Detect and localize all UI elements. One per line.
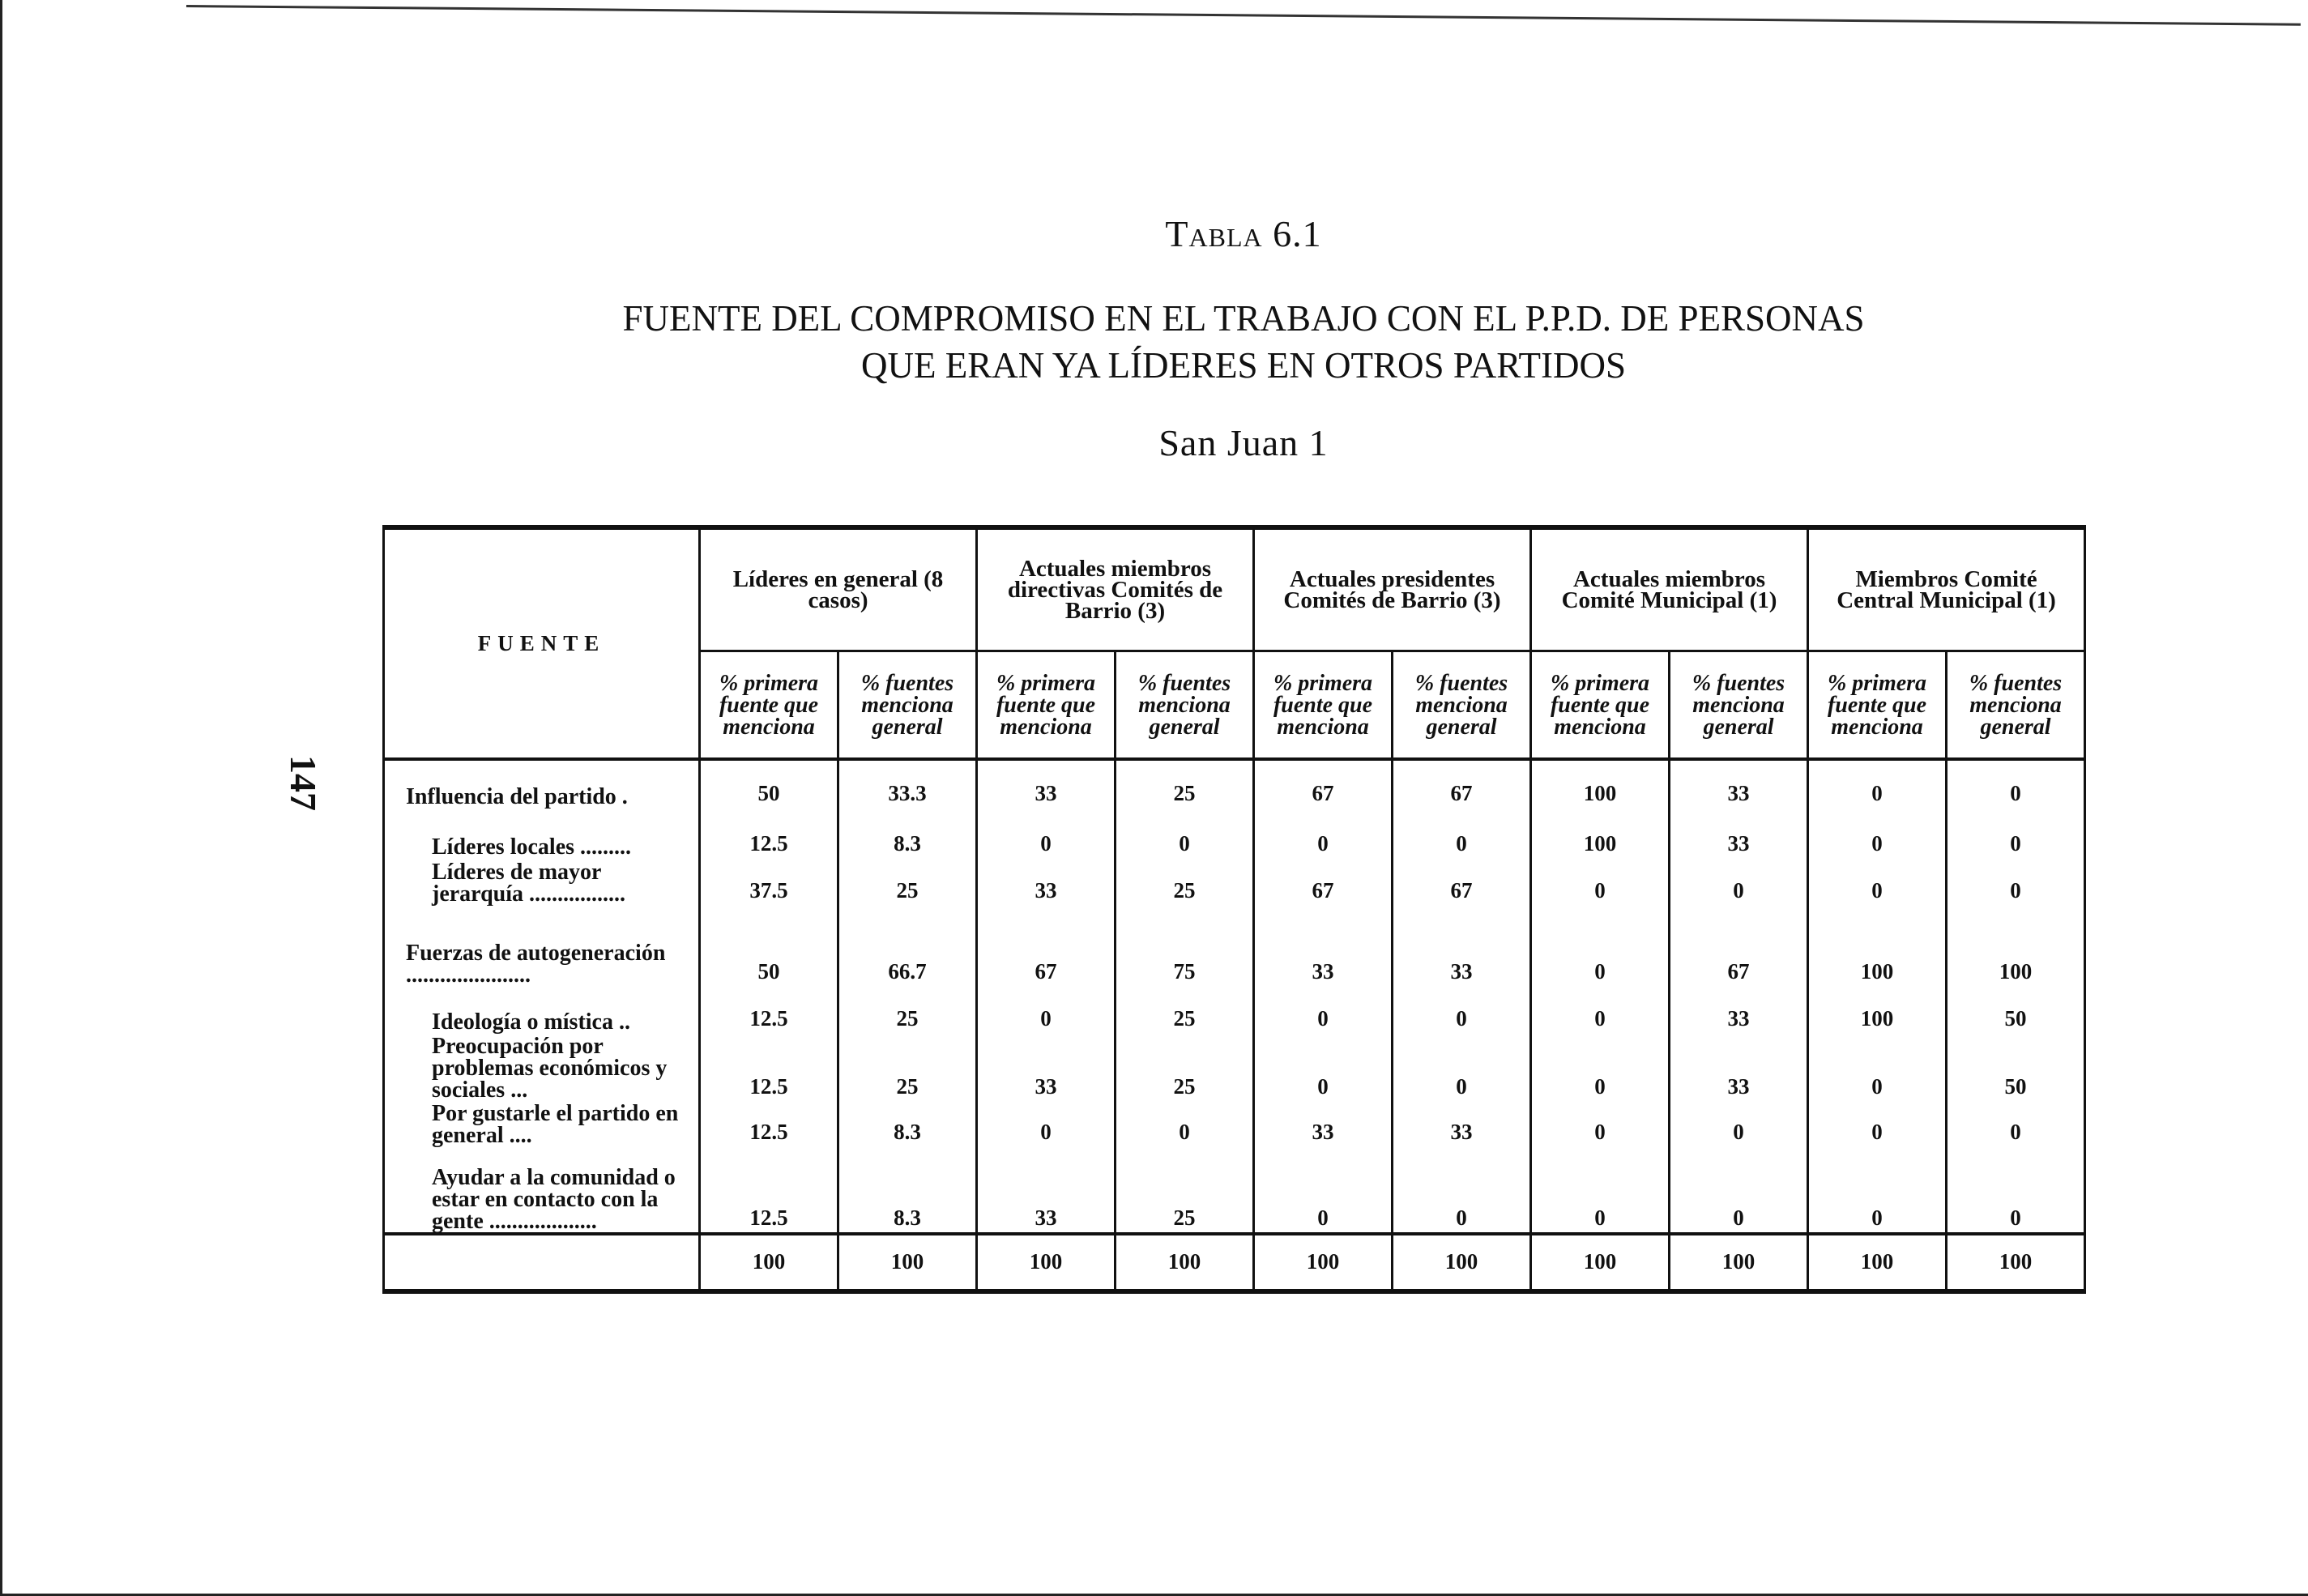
cell-value: 33 (1670, 986, 1808, 1033)
cell-value: 0 (1254, 1033, 1393, 1101)
title-line-1: FUENTE DEL COMPROMISO EN EL TRABAJO CON EL P.P.D. DE PERSONAS (622, 298, 1865, 339)
table-subtitle: San Juan 1 (1158, 422, 1329, 463)
cell-value: 0 (1808, 858, 1947, 905)
cell-value: 12.5 (700, 1101, 838, 1146)
totals-row (384, 1234, 2085, 1291)
total-value: 100 (700, 1234, 838, 1291)
cell-value: 25 (1116, 1033, 1254, 1101)
cell-value: 25 (838, 1033, 977, 1101)
sub-header-fuentes: % fuentes menciona general (1947, 651, 2085, 760)
fuente-header: FUENTE (384, 527, 700, 759)
cell-value: 33 (977, 858, 1116, 905)
cell-value: 0 (1531, 1033, 1670, 1101)
cell-value: 33 (1670, 779, 1808, 808)
cell-value: 33 (977, 1146, 1116, 1234)
group-header: Líderes en general (8 casos) (700, 527, 977, 651)
cell-value: 50 (1947, 1033, 2085, 1101)
total-value: 100 (1116, 1234, 1254, 1291)
cell-value: 100 (1531, 779, 1670, 808)
row-label: Líderes de mayor jerarquía ................. (384, 858, 700, 905)
table-row (384, 808, 2085, 858)
table-row (384, 986, 2085, 1033)
cell-value: 8.3 (838, 808, 977, 858)
table-title (0, 295, 2308, 389)
cell-value: 100 (1531, 808, 1670, 858)
cell-value: 33 (977, 779, 1116, 808)
cell-value: 100 (1808, 986, 1947, 1033)
cell-value: 33 (1670, 1033, 1808, 1101)
total-value: 100 (1254, 1234, 1393, 1291)
row-label: Preocupación por problemas económicos y sociales ... (384, 1033, 700, 1101)
total-value: 100 (1393, 1234, 1531, 1291)
cell-value: 100 (1808, 905, 1947, 986)
cell-value: 0 (1808, 779, 1947, 808)
cell-value: 8.3 (838, 1146, 977, 1234)
cell-value: 0 (1531, 858, 1670, 905)
table-row (384, 1101, 2085, 1146)
table-label: Tabla 6.1 (1165, 213, 1322, 254)
sub-header-primera: % primera fuente que menciona (1254, 651, 1393, 760)
cell-value: 33 (1393, 905, 1531, 986)
row-label: Influencia del partido . (384, 779, 700, 808)
cell-value: 0 (1947, 779, 2085, 808)
cell-value: 33 (1254, 905, 1393, 986)
cell-value: 0 (1531, 1101, 1670, 1146)
page-number: 147 (283, 755, 324, 811)
data-table (382, 525, 2086, 1294)
cell-value: 0 (1947, 808, 2085, 858)
total-value: 100 (1531, 1234, 1670, 1291)
cell-value: 8.3 (838, 1101, 977, 1146)
sub-header-fuentes: % fuentes menciona general (1670, 651, 1808, 760)
sub-header-primera: % primera fuente que menciona (1808, 651, 1947, 760)
table-row (384, 1146, 2085, 1234)
cell-value: 37.5 (700, 858, 838, 905)
cell-value: 25 (838, 986, 977, 1033)
cell-value: 0 (1393, 986, 1531, 1033)
cell-value: 0 (977, 1101, 1116, 1146)
cell-value: 33 (1393, 1101, 1531, 1146)
cell-value: 0 (1670, 858, 1808, 905)
cell-value: 0 (1254, 1146, 1393, 1234)
cell-value: 33 (1254, 1101, 1393, 1146)
cell-value: 0 (1393, 1146, 1531, 1234)
sub-header-fuentes: % fuentes menciona general (838, 651, 977, 760)
cell-value: 0 (1808, 808, 1947, 858)
row-label: Ayudar a la comunidad o estar en contacto con la gente ................... (384, 1146, 700, 1234)
table-row (384, 858, 2085, 905)
cell-value: 12.5 (700, 1146, 838, 1234)
cell-value: 0 (1808, 1033, 1947, 1101)
cell-value: 25 (838, 858, 977, 905)
cell-value: 0 (1947, 1101, 2085, 1146)
cell-value: 33 (977, 1033, 1116, 1101)
cell-value: 0 (977, 986, 1116, 1033)
spacer-row (384, 759, 2085, 779)
cell-value: 0 (1254, 986, 1393, 1033)
total-value: 100 (977, 1234, 1116, 1291)
cell-value: 0 (1531, 986, 1670, 1033)
cell-value: 67 (1254, 779, 1393, 808)
title-line-2: QUE ERAN YA LÍDERES EN OTROS PARTIDOS (860, 345, 1627, 386)
total-value: 100 (1670, 1234, 1808, 1291)
sub-header-fuentes: % fuentes menciona general (1393, 651, 1531, 760)
row-label: Ideología o mística .. (384, 986, 700, 1033)
cell-value: 0 (1393, 808, 1531, 858)
cell-value: 12.5 (700, 808, 838, 858)
cell-value: 50 (700, 779, 838, 808)
cell-value: 0 (1116, 1101, 1254, 1146)
cell-value: 50 (700, 905, 838, 986)
cell-value: 0 (1531, 905, 1670, 986)
data-table-wrapper (382, 525, 2084, 1294)
cell-value: 67 (1254, 858, 1393, 905)
cell-value: 0 (1254, 808, 1393, 858)
cell-value: 75 (1116, 905, 1254, 986)
table-row (384, 1033, 2085, 1101)
total-value: 100 (838, 1234, 977, 1291)
cell-value: 0 (1116, 808, 1254, 858)
group-header: Actuales miembros Comité Municipal (1) (1531, 527, 1808, 651)
cell-value: 50 (1947, 986, 2085, 1033)
cell-value: 67 (1393, 858, 1531, 905)
cell-value: 0 (1808, 1101, 1947, 1146)
cell-value: 67 (977, 905, 1116, 986)
group-header: Actuales presidentes Comités de Barrio (3) (1254, 527, 1531, 651)
cell-value: 0 (1531, 1146, 1670, 1234)
cell-value: 25 (1116, 986, 1254, 1033)
cell-value: 0 (1808, 1146, 1947, 1234)
table-row (384, 905, 2085, 986)
cell-value: 0 (1670, 1101, 1808, 1146)
total-value: 100 (1947, 1234, 2085, 1291)
cell-value: 66.7 (838, 905, 977, 986)
cell-value: 0 (1947, 1146, 2085, 1234)
cell-value: 33.3 (838, 779, 977, 808)
group-header-row (384, 527, 2085, 651)
cell-value: 0 (1393, 1033, 1531, 1101)
cell-value: 33 (1670, 808, 1808, 858)
cell-value: 0 (1947, 858, 2085, 905)
cell-value: 0 (1670, 1146, 1808, 1234)
cell-value: 67 (1393, 779, 1531, 808)
group-header: Miembros Comité Central Municipal (1) (1808, 527, 2085, 651)
row-label: Por gustarle el partido en general .... (384, 1101, 700, 1146)
cell-value: 12.5 (700, 1033, 838, 1101)
sub-header-fuentes: % fuentes menciona general (1116, 651, 1254, 760)
sub-header-primera: % primera fuente que menciona (977, 651, 1116, 760)
cell-value: 25 (1116, 779, 1254, 808)
sub-header-primera: % primera fuente que menciona (1531, 651, 1670, 760)
group-header: Actuales miembros directivas Comités de Barrio (3) (977, 527, 1254, 651)
cell-value: 0 (977, 808, 1116, 858)
table-row (384, 779, 2085, 808)
sub-header-primera: % primera fuente que menciona (700, 651, 838, 760)
row-label: Líderes locales ......... (384, 808, 700, 858)
cell-value: 25 (1116, 858, 1254, 905)
cell-value: 100 (1947, 905, 2085, 986)
totals-label-cell (384, 1234, 700, 1291)
total-value: 100 (1808, 1234, 1947, 1291)
cell-value: 25 (1116, 1146, 1254, 1234)
cell-value: 12.5 (700, 986, 838, 1033)
cell-value: 67 (1670, 905, 1808, 986)
row-label: Fuerzas de autogeneración ...................... (384, 905, 700, 986)
